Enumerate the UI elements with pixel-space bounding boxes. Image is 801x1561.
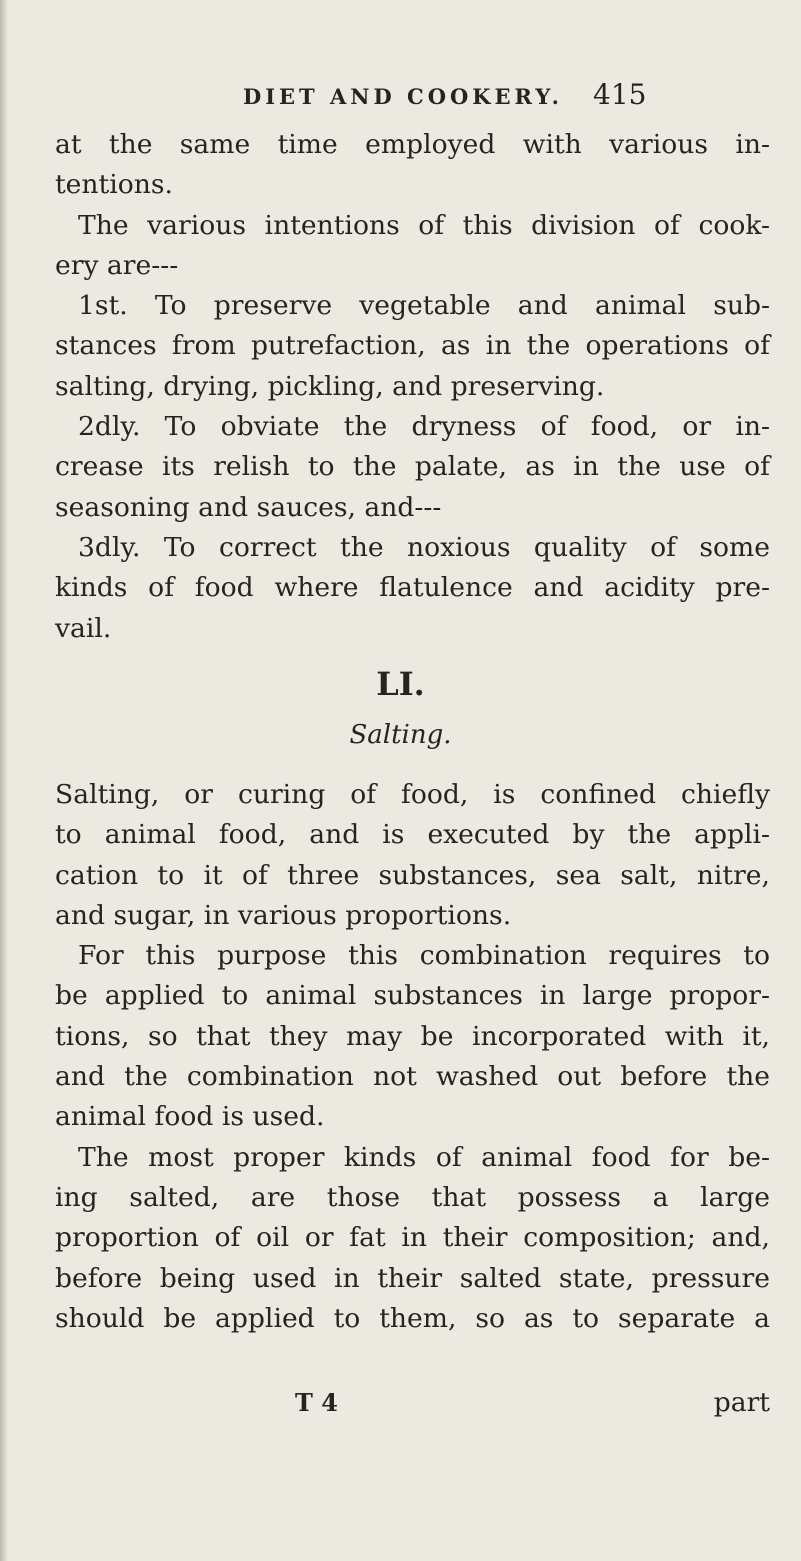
text-line: be applied to animal substances in large propor- (55, 980, 770, 1012)
page-number: 415 (593, 78, 647, 111)
text-line: at the same time employed with various in- (55, 129, 770, 160)
catchword: part (713, 1387, 770, 1418)
text-line: cation to it of three substances, sea salt, nitre, (55, 859, 770, 891)
intro-paragraphs (55, 125, 770, 649)
text-line: proportion of oil or fat in their composition; and, (55, 1222, 770, 1254)
text-line: The most proper kinds of animal food for be- (78, 1141, 770, 1173)
text-line: 3dly. To correct the noxious quality of some (78, 531, 770, 563)
text-line: tions, so that they may be incorporated with it, (55, 1020, 770, 1052)
text-line: crease its relish to the palate, as in the use of (55, 451, 770, 483)
text-line: vail. (55, 612, 112, 644)
text-line: before being used in their salted state, pressure (55, 1262, 770, 1294)
page-edge (0, 0, 8, 1561)
page-header (225, 78, 655, 118)
running-head: DIET AND COOKERY. (243, 84, 563, 109)
section-number: LI. (376, 665, 425, 703)
text-line: stances from putrefaction, as in the operations of (55, 330, 770, 362)
text-line: ing salted, are those that possess a large (55, 1181, 770, 1213)
text-line: animal food is used. (55, 1101, 325, 1133)
text-line: The various intentions of this division of cook- (78, 209, 770, 241)
text-line: salting, drying, pickling, and preserving. (55, 370, 605, 402)
salting-paragraphs (55, 775, 770, 1339)
text-line: tentions. (55, 169, 173, 201)
text-line: 1st. To preserve vegetable and animal sub- (78, 290, 770, 322)
signature-mark: T 4 (295, 1388, 338, 1417)
text-line: and the combination not washed out before the (55, 1061, 770, 1093)
text-line: 2dly. To obviate the dryness of food, or in- (78, 411, 770, 443)
page-footer (55, 1383, 770, 1423)
text-line: ery are--- (55, 249, 179, 281)
text-line: seasoning and sauces, and--- (55, 491, 442, 523)
text-line: kinds of food where flatulence and acidity pre- (55, 572, 770, 604)
text-line: For this purpose this combination requires to (78, 940, 770, 972)
text-line: to animal food, and is executed by the appli- (55, 819, 770, 851)
text-line: and sugar, in various proportions. (55, 899, 512, 931)
text-line: Salting, or curing of food, is confined chiefly (55, 779, 770, 810)
section-title: Salting. (349, 720, 452, 750)
text-line: should be applied to them, so as to separate a (55, 1302, 770, 1334)
